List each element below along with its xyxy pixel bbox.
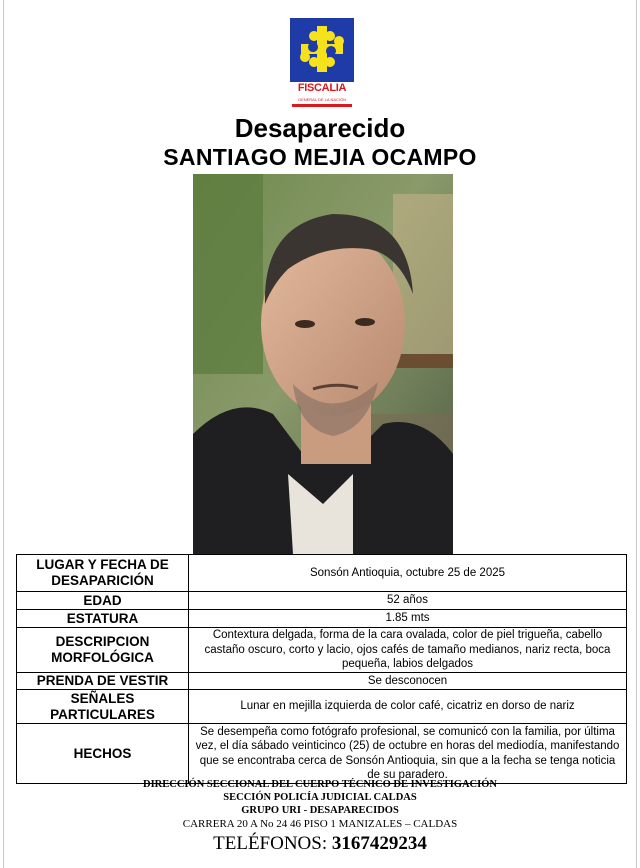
table-row: [17, 690, 627, 724]
table-row: [17, 555, 627, 592]
info-table: [16, 554, 627, 784]
row-label: ESTATURA: [17, 610, 189, 628]
row-value: Se desconocen: [189, 673, 627, 690]
portrait-image: [193, 174, 453, 554]
logo-emblem: [290, 18, 354, 82]
row-label: SEÑALES PARTICULARES: [17, 690, 189, 724]
row-label: HECHOS: [17, 724, 189, 784]
fiscalia-logo: [290, 18, 354, 110]
logo-subtitle: GENERAL DE LA NACIÓN: [297, 97, 347, 102]
poster-title: Desaparecido: [234, 113, 406, 143]
table-row: [17, 610, 627, 628]
row-label: PRENDA DE VESTIR: [17, 673, 189, 690]
row-value: Se desempeña como fotógrafo profesional, se comunicó con la familia, por última vez, el día sábado veinticinco (25) de octubre en horas del mediodía, manifestando que se encontraba cerca de Sonsón Antioquia, sin que a la fecha se tenga noticia de su paradero.: [189, 724, 627, 784]
table-row: [17, 673, 627, 690]
row-value: Contextura delgada, forma de la cara ovalada, color de piel trigueña, cabello castaño oscuro, corto y lacio, ojos cafés de tamaño medianos, nariz recta, boca pequeña, labios delgados: [189, 628, 627, 673]
footer-line-1: DIRECCIÓN SECCIONAL DEL CUERPO TÉCNICO DE INVESTIGACIÓN: [143, 779, 497, 790]
footer-line-3: GRUPO URI - DESAPARECIDOS: [241, 805, 399, 816]
puzzle-piece-icon: [290, 18, 354, 82]
logo-name: FISCALIA: [297, 82, 347, 94]
footer-line-2: SECCIÓN POLICÍA JUDICIAL CALDAS: [223, 792, 417, 803]
row-value: 1.85 mts: [189, 610, 627, 628]
row-value: Sonsón Antioquia, octubre 25 de 2025: [189, 555, 627, 592]
table-row: [17, 628, 627, 673]
footer-address: CARRERA 20 A No 24 46 PISO 1 MANIZALES – CALDAS: [182, 818, 458, 830]
person-name: SANTIAGO MEJIA OCAMPO: [163, 144, 477, 170]
table-row: [17, 724, 627, 784]
phone-number: 3167429234: [331, 833, 427, 854]
row-value: Lunar en mejilla izquierda de color café, cicatriz en dorso de nariz: [189, 690, 627, 724]
person-photo: [193, 174, 453, 554]
table-row: [17, 592, 627, 610]
row-label: LUGAR Y FECHA DE DESAPARICIÓN: [17, 555, 189, 592]
logo-red-bar: [292, 104, 352, 107]
row-label: EDAD: [17, 592, 189, 610]
row-label: DESCRIPCION MORFOLÓGICA: [17, 628, 189, 673]
row-value: 52 años: [189, 592, 627, 610]
footer-phones: [0, 833, 640, 855]
phones-label: TELÉFONOS:: [213, 833, 332, 854]
